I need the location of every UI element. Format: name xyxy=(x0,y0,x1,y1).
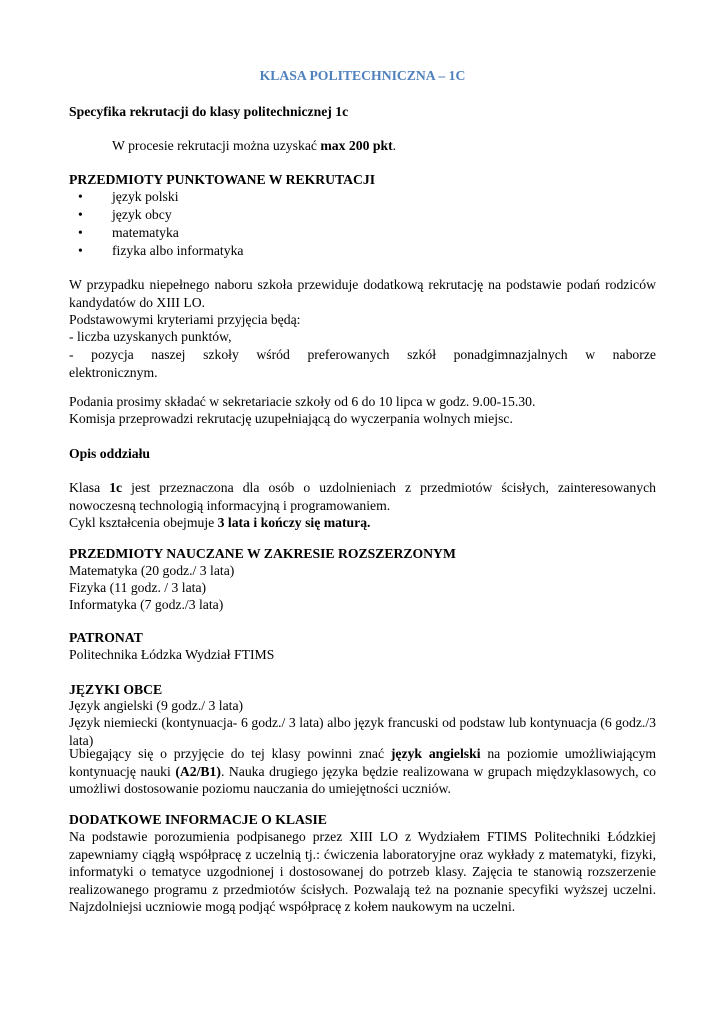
language-english: Język angielski (9 godz./ 3 lata) xyxy=(69,698,244,713)
criteria-item-points: - liczba uzyskanych punktów, xyxy=(69,329,232,344)
description-rest: jest przeznaczona dla osób o uzdolnieniach z przedmiotów ścisłych, zainteresowanych nowoczesną technologią informacyjną i programowaniem. xyxy=(69,480,656,513)
list-item xyxy=(69,224,656,242)
page-title: KLASA POLITECHNICZNA – 1C xyxy=(259,68,466,83)
criteria-item-position: - pozycja naszej szkoły wśród preferowanych szkół ponadgimnazjalnych w naborze elektronicznym. xyxy=(69,347,656,380)
list-item xyxy=(69,188,656,206)
subject-label: język obcy xyxy=(112,207,172,222)
extended-heading: PRZEDMIOTY NAUCZANE W ZAKRESIE ROZSZERZONYM xyxy=(69,546,456,561)
additional-heading: DODATKOWE INFORMACJE O KLASIE xyxy=(69,812,327,827)
req-language: język angielski xyxy=(390,746,481,761)
subject-label: fizyka albo informatyka xyxy=(112,243,244,258)
patronage-text: Politechnika Łódzka Wydział FTIMS xyxy=(69,647,275,662)
patronage-heading: PATRONAT xyxy=(69,630,143,645)
subject-label: matematyka xyxy=(112,225,179,240)
max-points-suffix: . xyxy=(392,138,397,153)
subject-label: język polski xyxy=(112,189,179,204)
spec-heading: Specyfika rekrutacji do klasy politechnicznej 1c xyxy=(69,104,349,119)
cycle-line xyxy=(69,514,656,532)
extended-item-physics: Fizyka (11 godz. / 3 lata) xyxy=(69,580,207,595)
applications-info: Podania prosimy składać w sekretariacie szkoły od 6 do 10 lipca w godz. 9.00-15.30. xyxy=(69,394,536,409)
extended-item-informatics: Informatyka (7 godz./3 lata) xyxy=(69,597,224,612)
cycle-prefix: Cykl kształcenia obejmuje xyxy=(69,515,218,530)
description-paragraph xyxy=(69,479,656,514)
max-points-value: max 200 pkt xyxy=(320,138,393,153)
max-points-prefix: W procesie rekrutacji można uzyskać xyxy=(112,138,321,153)
bullet-icon: • xyxy=(78,243,83,258)
description-heading: Opis oddziału xyxy=(69,446,151,461)
additional-text: Na podstawie porozumienia podpisanego przez XIII LO z Wydziałem FTIMS Politechniki Łódzkiej zapewniamy ciągłą współpracę z uczelnią tj.: ćwiczenia laboratoryjne oraz wykłady z matematyki, fizyki, informatyki o tematyce uzgodnionej i dostosowanej do potrzeb klasy. Zajęcia te stanowią rozszerzenie realizowanego programu z przedmiotów ścisłych. Pozwalają też na poznanie specyfiki wyższej uczelni. Najzdolniejsi uczniowie mogą podjąć współpracę z kołem naukowym na uczelni. xyxy=(69,829,656,915)
recruitment-paragraph: W przypadku niepełnego naboru szkoła przewiduje dodatkową rekrutację na podstawie podań rodziców kandydatów do XIII LO. xyxy=(69,277,656,310)
commission-info: Komisja przeprowadzi rekrutację uzupełniającą do wyczerpania wolnych miejsc. xyxy=(69,411,513,426)
criteria-intro: Podstawowymi kryteriami przyjęcia będą: xyxy=(69,312,301,327)
cycle-value: 3 lata i kończy się maturą. xyxy=(217,515,371,530)
req-text-c: na poziomie umożliwiającym kontynuację nauki xyxy=(69,746,657,779)
list-item xyxy=(69,242,656,260)
bullet-icon: • xyxy=(78,189,83,204)
max-points-line xyxy=(112,137,656,155)
subjects-heading: PRZEDMIOTY PUNKTOWANE W REKRUTACJI xyxy=(69,172,376,187)
extended-item-math: Matematyka (20 godz./ 3 lata) xyxy=(69,563,235,578)
bullet-icon: • xyxy=(78,207,83,222)
req-level: (A2/B1) xyxy=(175,763,221,779)
req-text-a: Ubiegający się o przyjęcie do tej klasy powinni znać xyxy=(69,746,391,761)
req-text-e: . Nauka drugiego języka będzie realizowana w grupach międzyklasowych, co umożliwi dostosowanie poziomu nauczania do umiejętności uczniów. xyxy=(69,763,656,797)
language-requirements xyxy=(69,745,656,798)
list-item xyxy=(69,206,656,224)
languages-heading: JĘZYKI OBCE xyxy=(69,682,163,697)
description-prefix: Klasa xyxy=(69,480,110,495)
language-german: Język niemiecki (kontynuacja- 6 godz./ 3 lata) albo język francuski od podstaw lub kontynuacja (6 godz./3 lata) xyxy=(69,715,656,748)
bullet-icon: • xyxy=(78,225,83,240)
subjects-list xyxy=(69,188,656,260)
class-name: 1c xyxy=(109,480,123,495)
